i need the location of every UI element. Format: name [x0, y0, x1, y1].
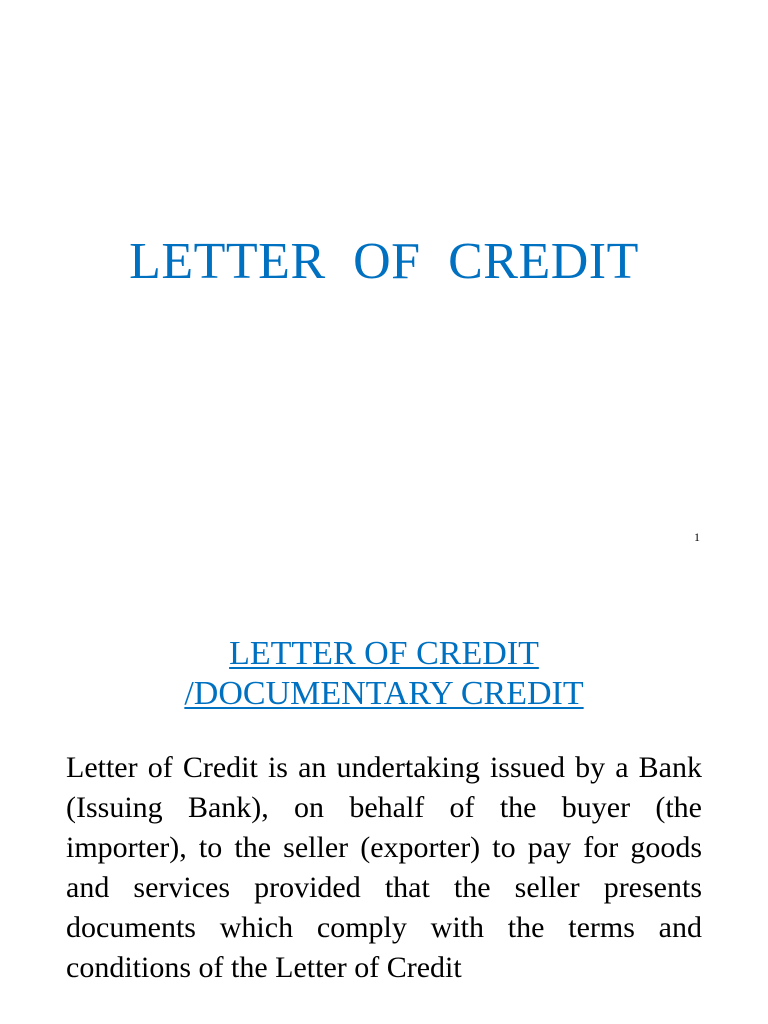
section-heading-line-2: /DOCUMENTARY CREDIT [184, 675, 584, 712]
slide-title: LETTER OF CREDIT [129, 233, 639, 290]
page-number: 1 [694, 530, 700, 544]
section-heading [0, 634, 768, 714]
section-heading-line-1: LETTER OF CREDIT [229, 635, 539, 672]
definition-paragraph: Letter of Credit is an undertaking issued by a Bank (Issuing Bank), on behalf of the buyer (the importer), to the seller (exporter) to pay for goods and services provided that the seller presents documents which comply with the terms and conditions of the Letter of Credit [66, 751, 702, 984]
